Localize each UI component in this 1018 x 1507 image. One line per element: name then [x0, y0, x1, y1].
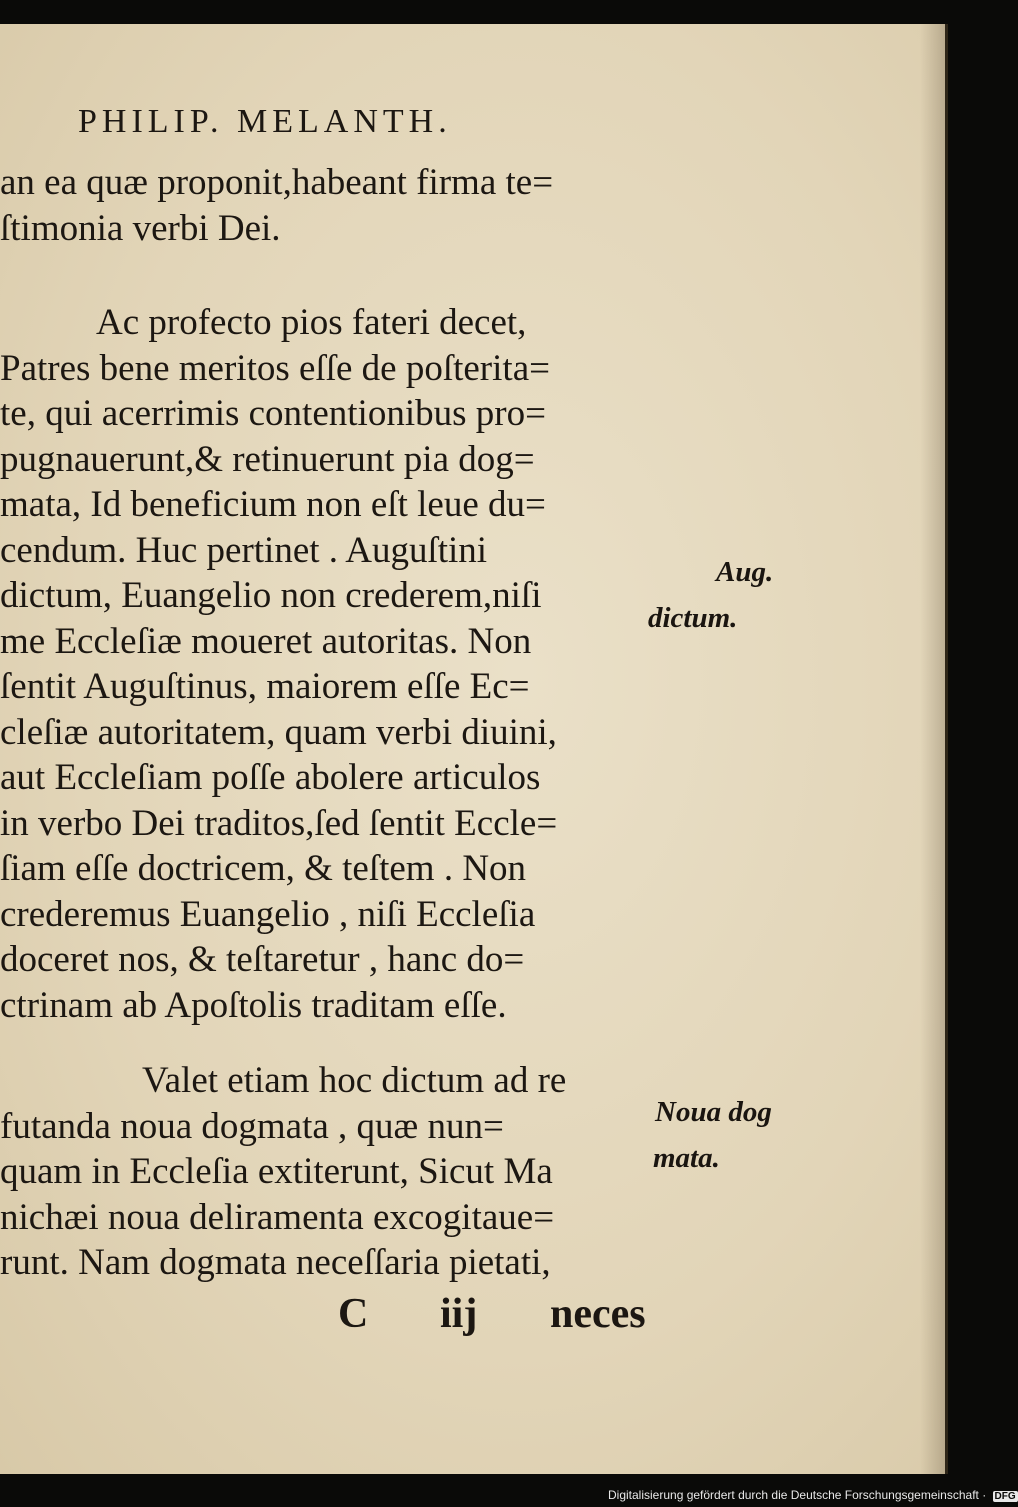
signature-line	[0, 1290, 660, 1346]
margin-note-noua-dog: Noua dog	[655, 1096, 772, 1128]
text-line: ſtimonia verbi Dei.	[0, 207, 281, 249]
text-line: Patres bene meritos eſſe de poſterita=	[0, 347, 550, 389]
text-line: crederemus Euangelio , niſi Eccleſia	[0, 893, 536, 935]
text-line: in verbo Dei traditos,ſed ſentit Eccle=	[0, 802, 558, 844]
running-head: PHILIP. MELANTH.	[78, 103, 452, 140]
paragraph-2	[0, 300, 640, 1028]
digitization-credit	[608, 1488, 1018, 1502]
text-line: mata, Id beneficium non eſt leue du=	[0, 484, 546, 525]
text-line: futanda noua dogmata , quæ nun=	[0, 1105, 504, 1147]
margin-note-aug: Aug.	[716, 556, 774, 588]
margin-note-mata: mata.	[653, 1142, 720, 1174]
text-line: pugnauerunt,& retinuerunt pia dog=	[0, 438, 535, 480]
text-line: me Eccleſiæ moueret autoritas. Non	[0, 620, 532, 662]
text-line: dictum, Euangelio non crederem,niſi	[0, 575, 542, 616]
text-line: Ac profecto pios fateri decet,	[96, 302, 527, 343]
text-line: cleſiæ autoritatem, quam verbi diuini,	[0, 711, 557, 753]
page-edge-shadow	[920, 24, 948, 1474]
text-line: quam in Eccleſia extiterunt, Sicut Ma	[0, 1151, 553, 1192]
dfg-logo-icon: DFG	[994, 1491, 1016, 1502]
text-line: ſiam eſſe doctricem, & teſtem . Non	[0, 848, 527, 889]
margin-note-dictum: dictum.	[648, 602, 738, 634]
text-line: runt. Nam dogmata neceſſaria pietati,	[0, 1242, 551, 1283]
text-line: te, qui acerrimis contentionibus pro=	[0, 393, 546, 434]
text-line: ſentit Auguſtinus, maiorem eſſe Ec=	[0, 666, 530, 707]
text-line: aut Eccleſiam poſſe abolere articulos	[0, 757, 541, 798]
paragraph-3	[0, 1058, 640, 1286]
text-line: cendum. Huc pertinet . Auguſtini	[0, 529, 488, 571]
text-line: ctrinam ab Apoſtolis traditam eſſe.	[0, 984, 507, 1026]
signature-number: iij	[440, 1291, 478, 1337]
paragraph-1	[0, 160, 640, 251]
catchword: neces	[550, 1291, 646, 1337]
text-line: Valet etiam hoc dictum ad re	[142, 1060, 567, 1101]
signature-mark: C	[338, 1291, 369, 1337]
credit-text: Digitalisierung gefördert durch die Deutsche Forschungsgemeinschaft ·	[608, 1488, 987, 1502]
text-line: doceret nos, & teſtaretur , hanc do=	[0, 939, 525, 980]
text-line: an ea quæ proponit,habeant firma te=	[0, 162, 554, 203]
text-line: nichæi noua deliramenta excogitaue=	[0, 1196, 555, 1238]
